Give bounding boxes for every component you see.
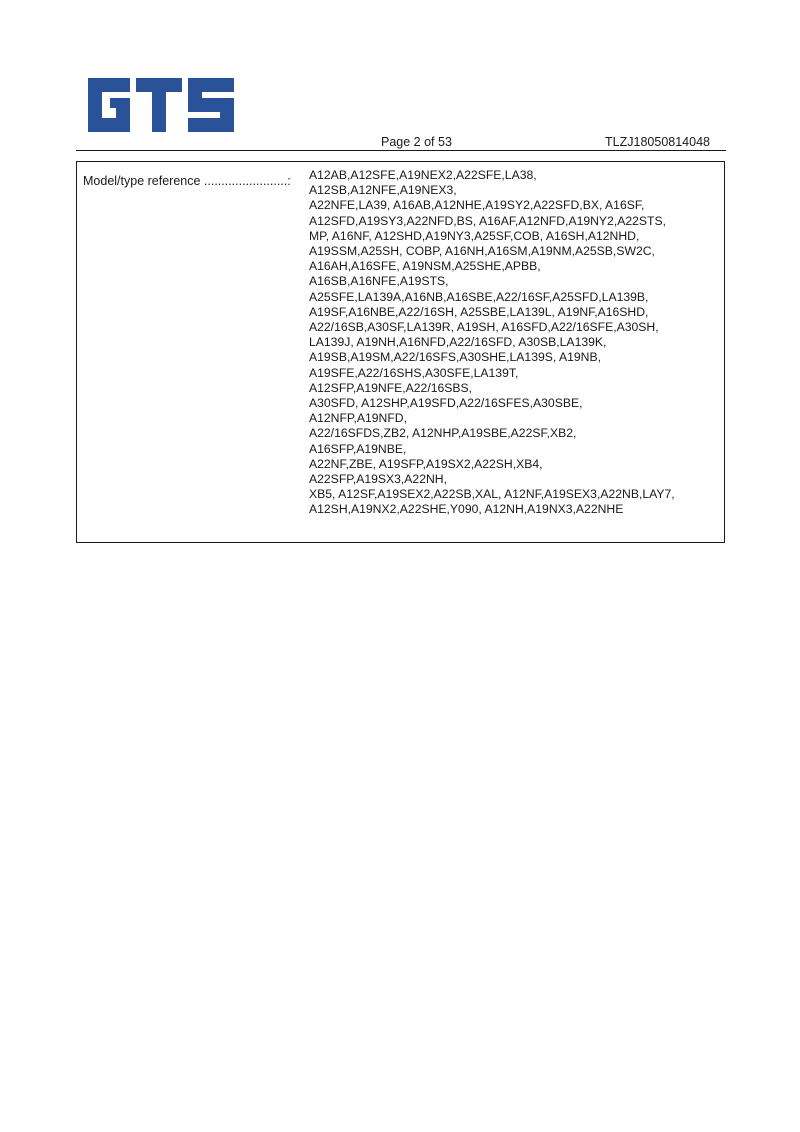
model-list-line: XB5, A12SF,A19SEX2,A22SB,XAL, A12NF,A19SEX3,A22NB,LAY7, <box>309 487 675 502</box>
model-list <box>309 168 721 518</box>
header-divider <box>76 150 726 151</box>
model-list-line: A22NFE,LA39, A16AB,A12NHE,A19SY2,A22SFD,BX, A16SF, <box>309 198 645 213</box>
model-list-line: A12SFD,A19SY3,A22NFD,BS, A16AF,A12NFD,A19NY2,A22STS, <box>309 213 666 228</box>
gts-logo-graphic <box>84 78 238 132</box>
page-number: Page 2 of 53 <box>381 135 452 149</box>
model-list-line: A16SFP,A19NBE, <box>309 441 407 456</box>
model-list-line: A22NF,ZBE, A19SFP,A19SX2,A22SH,XB4, <box>309 456 543 471</box>
page-header <box>76 132 726 150</box>
model-list-line: A16AH,A16SFE, A19NSM,A25SHE,APBB, <box>309 259 541 274</box>
model-type-reference-label: Model/type reference ........................: <box>83 174 291 188</box>
model-list-line: A19SFE,A22/16SHS,A30SFE,LA139T, <box>309 365 519 380</box>
logo-letter-s <box>188 78 234 132</box>
gts-logo <box>84 78 238 132</box>
model-list-line: A12SH,A19NX2,A22SHE,Y090, A12NH,A19NX3,A22NHE <box>309 502 624 517</box>
logo-letter-g <box>88 78 130 132</box>
model-list-line: A30SFD, A12SHP,A19SFD,A22/16SFES,A30SBE, <box>309 396 583 411</box>
model-list-line: A22/16SB,A30SF,LA139R, A19SH, A16SFD,A22/16SFE,A30SH, <box>309 320 659 335</box>
model-reference-table <box>76 161 725 543</box>
model-list-line: A22SFP,A19SX3,A22NH, <box>309 472 447 487</box>
model-list-line: A19SB,A19SM,A22/16SFS,A30SHE,LA139S, A19NB, <box>309 350 601 365</box>
model-list-line: A22/16SFDS,ZB2, A12NHP,A19SBE,A22SF,XB2, <box>309 426 577 441</box>
model-list-line: A12NFP,A19NFD, <box>309 411 407 426</box>
report-number: TLZJ18050814048 <box>605 135 710 149</box>
model-list-line: A12SB,A12NFE,A19NEX3, <box>309 183 457 198</box>
model-list-line: A19SSM,A25SH, COBP, A16NH,A16SM,A19NM,A25SB,SW2C, <box>309 244 655 259</box>
model-list-line: LA139J, A19NH,A16NFD,A22/16SFD, A30SB,LA139K, <box>309 335 607 350</box>
model-list-line: A12SFP,A19NFE,A22/16SBS, <box>309 380 473 395</box>
model-list-line: A16SB,A16NFE,A19STS, <box>309 274 449 289</box>
model-list-line: MP, A16NF, A12SHD,A19NY3,A25SF,COB, A16SH,A12NHD, <box>309 228 640 243</box>
model-list-line: A19SF,A16NBE,A22/16SH, A25SBE,LA139L, A19NF,A16SHD, <box>309 304 649 319</box>
model-list-line: A25SFE,LA139A,A16NB,A16SBE,A22/16SF,A25SFD,LA139B, <box>309 289 649 304</box>
model-list-line: A12AB,A12SFE,A19NEX2,A22SFE,LA38, <box>309 168 537 182</box>
logo-letter-t-stem <box>152 78 166 132</box>
